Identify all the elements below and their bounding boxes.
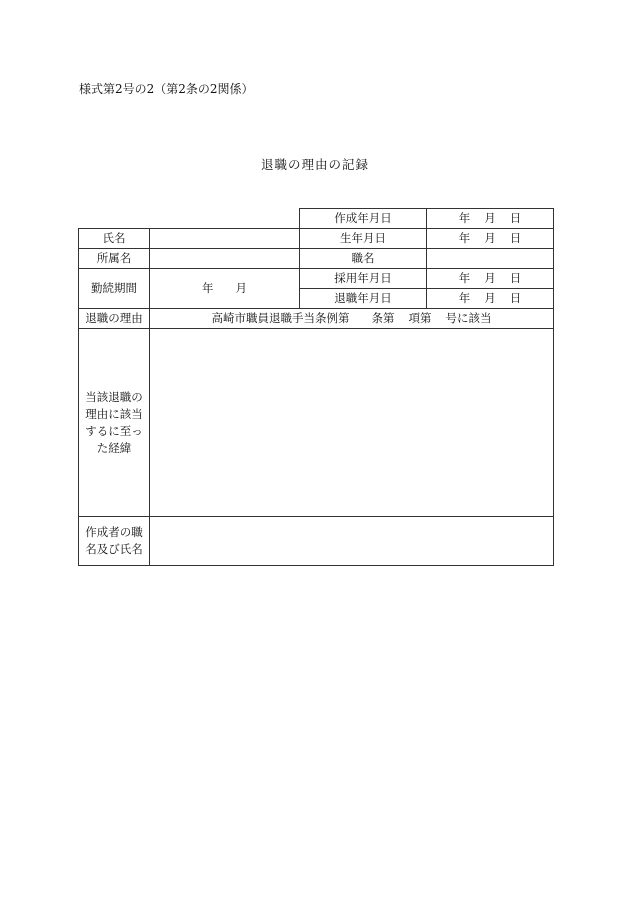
birth-date-field[interactable]	[427, 229, 554, 249]
circumstances-field[interactable]	[150, 329, 554, 517]
year-unit: 年	[458, 231, 471, 245]
name-field[interactable]	[150, 229, 300, 249]
day-unit: 日	[509, 211, 522, 225]
row-name	[79, 229, 554, 249]
ordinance-prefix: 高崎市職員退職手当条例第	[211, 311, 350, 325]
created-date-label: 作成年月日	[300, 209, 427, 229]
day-unit: 日	[509, 291, 522, 305]
document-title: 退職の理由の記録	[260, 157, 369, 172]
retirement-reason-label: 退職の理由	[79, 309, 150, 329]
job-title-field[interactable]	[427, 249, 554, 269]
birth-date-label: 生年月日	[300, 229, 427, 249]
month-unit: 月	[484, 231, 496, 245]
service-period-field[interactable]	[150, 269, 300, 309]
month-unit: 月	[484, 211, 496, 225]
job-title-label: 職名	[300, 249, 427, 269]
retirement-date-label: 退職年月日	[300, 289, 427, 309]
month-unit: 月	[484, 271, 496, 285]
circumstances-label: 当該退職の理由に該当するに至った経緯	[79, 329, 150, 517]
hire-date-field[interactable]	[427, 269, 554, 289]
created-date-field[interactable]	[427, 209, 554, 229]
affiliation-field[interactable]	[150, 249, 300, 269]
author-field[interactable]	[150, 517, 554, 566]
ordinance-article: 条第	[371, 311, 395, 325]
hire-date-label: 採用年月日	[300, 269, 427, 289]
row-hire-date	[79, 269, 554, 289]
ordinance-clause-field[interactable]	[150, 309, 554, 329]
retirement-date-field[interactable]	[427, 289, 554, 309]
month-unit: 月	[484, 291, 496, 305]
form-number: 様式第2号の2（第2条の2関係）	[79, 82, 254, 96]
month-unit: 月	[235, 281, 247, 295]
row-retirement-reason	[79, 309, 554, 329]
year-unit: 年	[202, 281, 214, 295]
affiliation-label: 所属名	[79, 249, 150, 269]
row-circumstances	[79, 329, 554, 517]
blank-cell	[79, 209, 300, 229]
row-author	[79, 517, 554, 566]
year-unit: 年	[458, 271, 471, 285]
day-unit: 日	[509, 271, 522, 285]
ordinance-paragraph: 項第	[408, 311, 432, 325]
year-unit: 年	[458, 211, 471, 225]
day-unit: 日	[509, 231, 522, 245]
ordinance-suffix: 号に該当	[445, 311, 492, 325]
name-label: 氏名	[79, 229, 150, 249]
service-period-label: 勤続期間	[79, 269, 150, 309]
author-label: 作成者の職名及び氏名	[79, 517, 150, 566]
row-affiliation	[79, 249, 554, 269]
row-created-date	[79, 209, 554, 229]
retirement-reason-form	[78, 208, 554, 566]
year-unit: 年	[458, 291, 471, 305]
